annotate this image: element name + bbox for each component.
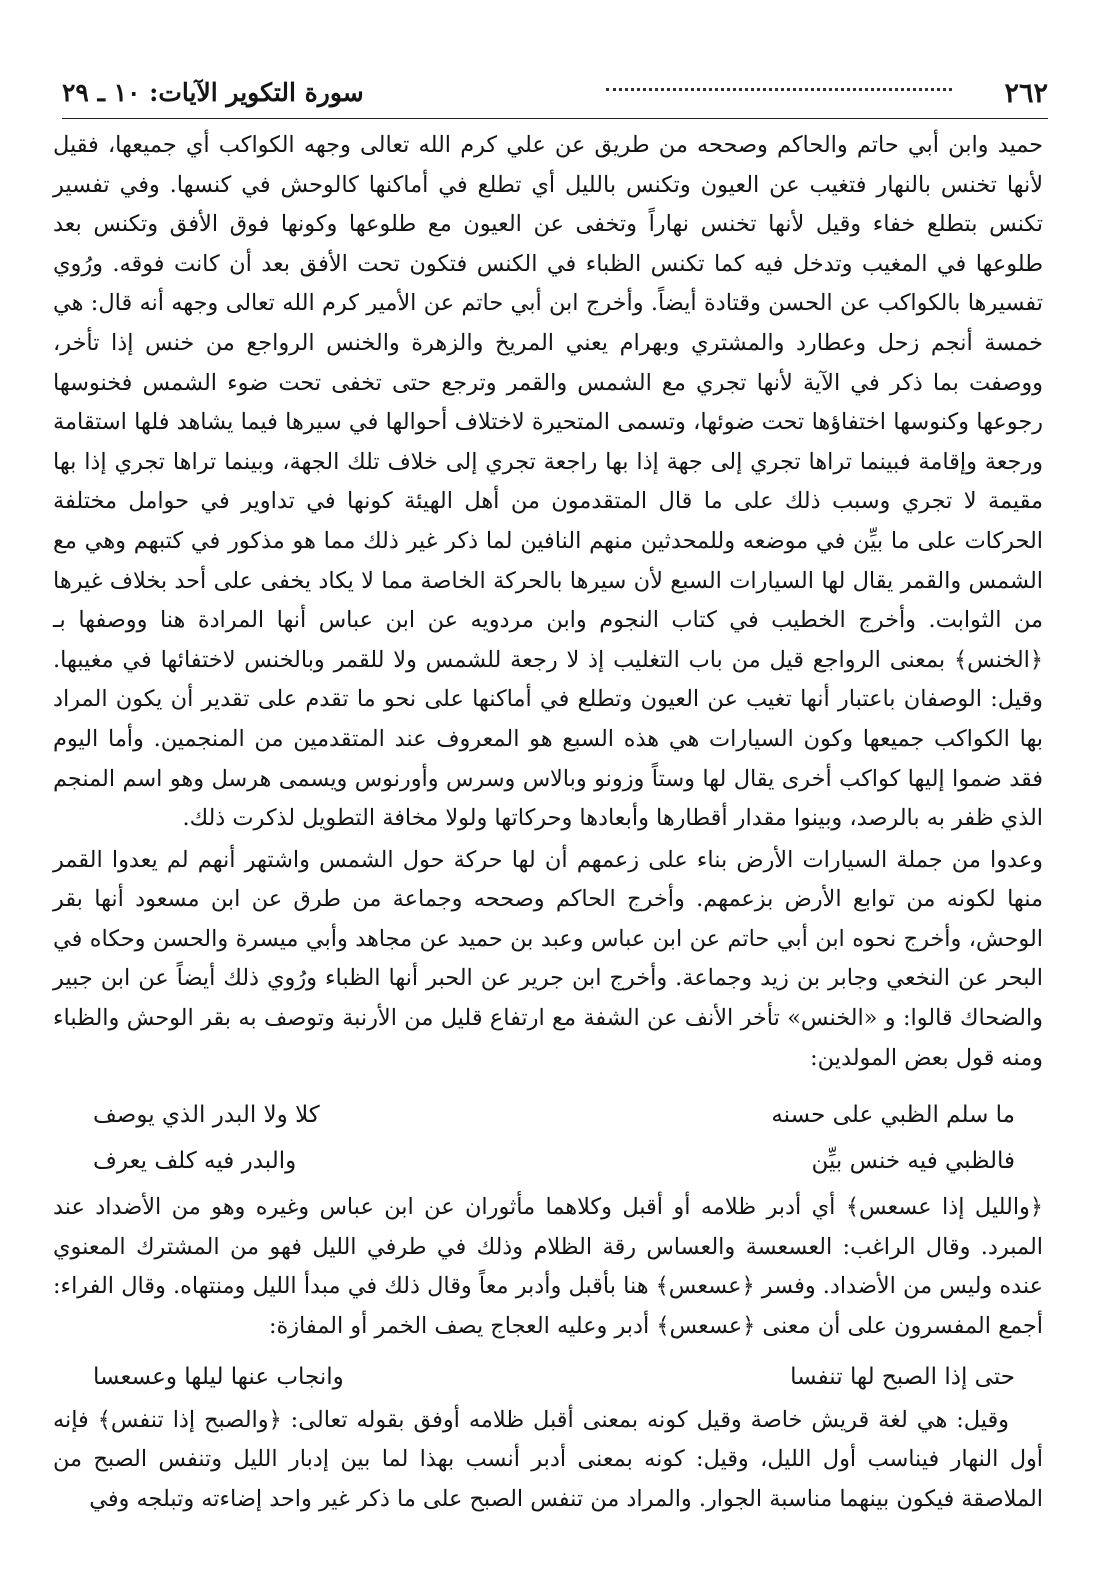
page-header [62,76,1048,119]
verse-line [53,1092,1043,1138]
poem-verses [53,1092,1043,1184]
verse-second-hemistich: والبدر فيه كلف يعرف [93,1148,297,1175]
verse-first-hemistich: حتى إذا الصبح لها تنفسا [790,1363,1015,1390]
page-body [53,126,1043,1519]
verse-line [53,1138,1043,1184]
verse-second-hemistich: كلا ولا البدر الذي يوصف [93,1102,320,1129]
body-paragraph-4: وقيل: هي لغة قريش خاصة وقيل كونه بمعنى أقبل ظلامه أوفق بقوله تعالى: ﴿والصبح إذا تنفس﴾ فإنه أول النهار فيناسب أول الليل، وقيل: كونه بمعنى أدبر أنسب بهذا لما بين إدبار الليل وتنفس الصبح من الملاصقة فيكون بينهما مناسبة الجوار. والمراد من تنفس الصبح على ما ذكر غير واحد إضاءته وتبلجه وفي [53,1406,1043,1512]
verse-second-hemistich: وانجاب عنها ليلها وعسعسا [93,1363,344,1390]
poem-verse-ajjaj [53,1353,1043,1401]
verse-first-hemistich: ما سلم الظبي على حسنه [771,1102,1015,1129]
body-paragraph-2: وعدوا من جملة السيارات الأرض بناء على زعمهم أن لها حركة حول الشمس واشتهر أنهم لم يعدوا القمر منها لكونه من توابع الأرض بزعمهم. وأخرج الحاكم وصححه وجماعة من طرق عن ابن مسعود أنها بقر الوحش، وأخرج نحوه ابن أبي حاتم عن ابن عباس وعبد بن حميد عن مجاهد وأبي ميسرة والحسن وحكاه في البحر عن النخعي وجابر بن زيد وجماعة. وأخرج ابن جرير عن الحبر أنها الظباء ورُوي ذلك أيضاً عن ابن جبير والضحاك قالوا: و «الخنس» تأخر الأنف عن الشفة مع ارتفاع قليل من الأرنبة وتوصف به بقر الوحش والظباء ومنه قول بعض المولدين: [53,846,1043,1071]
body-paragraph-3: ﴿والليل إذا عسعس﴾ أي أدبر ظلامه أو أقبل وكلاهما مأثوران عن ابن عباس وغيره وهو من الأضداد عند المبرد. وقال الراغب: العسعسة والعساس رقة الظلام وذلك في طرفي الليل فهو من المشترك المعنوي عنده وليس من الأضداد. وفسر ﴿عسعس﴾ هنا بأقبل وأدبر معاً وقال ذلك في مبدأ الليل ومنتهاه. وقال الفراء: أجمع المفسرون على أن معنى ﴿عسعس﴾ أدبر وعليه العجاج يصف الخمر أو المفازة: [53,1194,1043,1340]
page-number: ٢٦٢ [1004,78,1048,109]
body-paragraph-1: حميد وابن أبي حاتم والحاكم وصححه من طريق عن علي كرم الله تعالى وجهه الكواكب أي جميعها، فقيل لأنها تخنس بالنهار فتغيب عن العيون وتكنس بالليل أي تطلع في أماكنها كالوحش في كنسها. وفي تفسير تكنس بتطلع خفاء وقيل لأنها تخنس نهاراً وتخفى عن العيون مع طلوعها وكونها فوق الأفق وتكنس بعد طلوعها في المغيب وتدخل فيه كما تكنس الظباء في الكنس فتكون تحت الأفق بعد أن كانت فوقه. ورُوي تفسيرها بالكواكب عن الحسن وقتادة أيضاً. وأخرج ابن أبي حاتم عن الأمير كرم الله تعالى وجهه أنه قال: هي خمسة أنجم زحل وعطارد والمشتري وبهرام يعني المريخ والزهرة والخنس الرواجع من خنس إذا تأخر، ووصفت بما ذكر في الآية لأنها تجري مع الشمس والقمر وترجع حتى تخفى تحت ضوء الشمس فخنوسها رجوعها وكنوسها اختفاؤها تحت ضوئها، وتسمى المتحيرة لاختلاف أحوالها في سيرها فيما يشاهد فلها استقامة ورجعة وإقامة فبينما تراها تجري إلى جهة إذا بها راجعة تجري إلى خلاف تلك الجهة، وبينما تراها تجري إذا بها مقيمة لا تجري وسبب ذلك على ما قال المتقدمون من أهل الهيئة كونها في تداوير في حوامل مختلفة الحركات على ما بيِّن في موضعه وللمحدثين منهم النافين لما ذكر غير ذلك مما هو مذكور في كتبهم وهي مع الشمس والقمر يقال لها السيارات السبع لأن سيرها بالحركة الخاصة مما لا يكاد يخفى على أحد بخلاف غيرها من الثوابت. وأخرج الخطيب في كتاب النجوم وابن مردويه عن ابن عباس أنها المرادة هنا ووصفها بـ ﴿الخنس﴾ بمعنى الرواجع قيل من باب التغليب إذ لا رجعة للشمس ولا للقمر وبالخنس لاختفائها في مغيبها. وقيل: الوصفان باعتبار أنها تغيب عن العيون وتطلع في أماكنها على نحو ما تقدم على تقدير أن يكون المراد بها الكواكب جميعها وكون السيارات هي هذه السبع هو المعروف عند المتقدمين من المنجمين. وأما اليوم فقد ضموا إليها كواكب أخرى يقال لها وستاً وزونو وبالاس وسرس وأورنوس ويسمى هرسل وهو اسم المنجم الذي ظفر به بالرصد، وبينوا مقدار أقطارها وأبعادها وحركاتها ولولا مخافة التطويل لذكرت ذلك. [53,132,1043,832]
running-title: سورة التكوير الآيات: ١٠ ـ ٢٩ [62,78,364,107]
verse-first-hemistich: فالظبي فيه خنس بيِّن [811,1148,1015,1175]
header-dotted-leader [606,88,952,91]
